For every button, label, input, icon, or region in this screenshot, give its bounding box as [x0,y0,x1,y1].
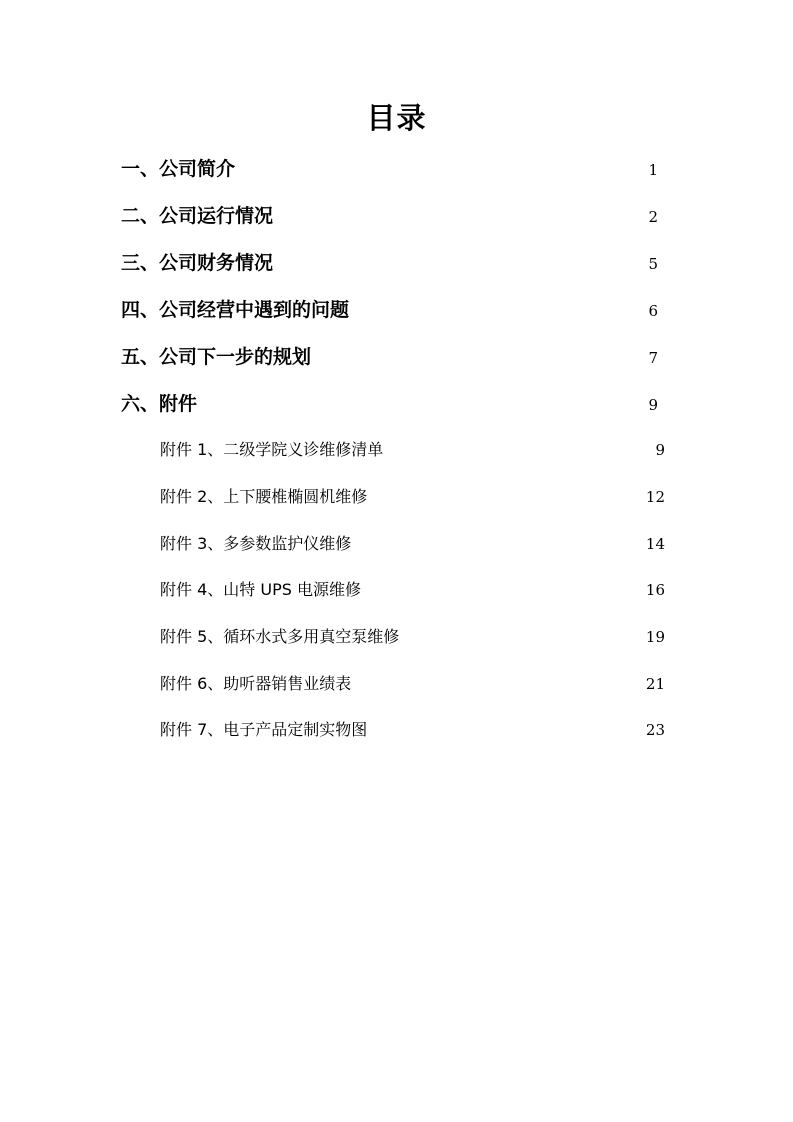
toc-attachment-3[interactable] [160,521,665,567]
toc-page-number: 12 [645,488,665,506]
toc-attachment-4[interactable] [160,567,665,613]
toc-entry-text: 附件 3、多参数监护仪维修 [160,534,352,553]
toc-entry-text: 附件 7、电子产品定制实物图 [160,720,368,739]
toc-entry-company-finance[interactable] [121,240,658,286]
toc-page-number: 16 [645,581,665,599]
toc-page-number: 9 [655,441,665,459]
dot-leader [198,395,645,410]
dot-leader [274,207,645,222]
dot-leader [350,301,645,316]
toc-page-number: 6 [648,302,658,320]
toc-entry-text: 附件 4、山特 UPS 电源维修 [160,580,361,599]
dot-leader [368,487,643,502]
dot-leader [400,627,643,642]
toc-page-number: 7 [648,349,658,367]
toc-entry-text: 三、公司财务情况 [121,252,274,274]
toc-attachment-2[interactable] [160,474,665,520]
toc-attachment-5[interactable] [160,614,665,660]
dot-leader [352,534,643,549]
toc-entry-company-intro[interactable] [121,146,658,192]
toc-page-number: 2 [648,208,658,226]
toc-entry-text: 六、附件 [121,393,198,415]
toc-entry-text: 四、公司经营中遇到的问题 [121,299,350,321]
dot-leader [274,254,645,269]
toc-attachment-1[interactable] [160,427,665,473]
dot-leader [362,580,643,595]
toc-entry-attachments[interactable] [121,381,658,427]
toc-entry-company-plan[interactable] [121,334,658,380]
toc-page-number: 5 [648,255,658,273]
toc-attachment-6[interactable] [160,661,665,707]
toc-page-number: 19 [645,628,665,646]
dot-leader [352,674,643,689]
page-title: 目录 [366,101,427,135]
toc-page-number: 23 [645,721,665,739]
toc-entry-text: 附件 1、二级学院义诊维修清单 [160,440,384,459]
dot-leader [384,440,652,455]
toc-entry-text: 附件 2、上下腰椎椭圆机维修 [160,487,368,506]
toc-entry-text: 二、公司运行情况 [121,205,274,227]
toc-entry-text: 一、公司简介 [121,158,236,180]
toc-page-number: 14 [645,535,665,553]
toc-entry-text: 五、公司下一步的规划 [121,346,312,368]
toc-entry-text: 附件 5、循环水式多用真空泵维修 [160,627,400,646]
dot-leader [312,348,645,363]
toc-entry-company-problems[interactable] [121,287,658,333]
toc-page-number: 1 [648,161,658,179]
toc-entry-company-operation[interactable] [121,193,658,239]
dot-leader [236,160,645,175]
toc-page-number: 9 [648,396,658,414]
dot-leader [368,720,643,735]
toc-attachment-7[interactable] [160,707,665,753]
toc-entry-text: 附件 6、助听器销售业绩表 [160,674,352,693]
toc-page-number: 21 [645,675,665,693]
